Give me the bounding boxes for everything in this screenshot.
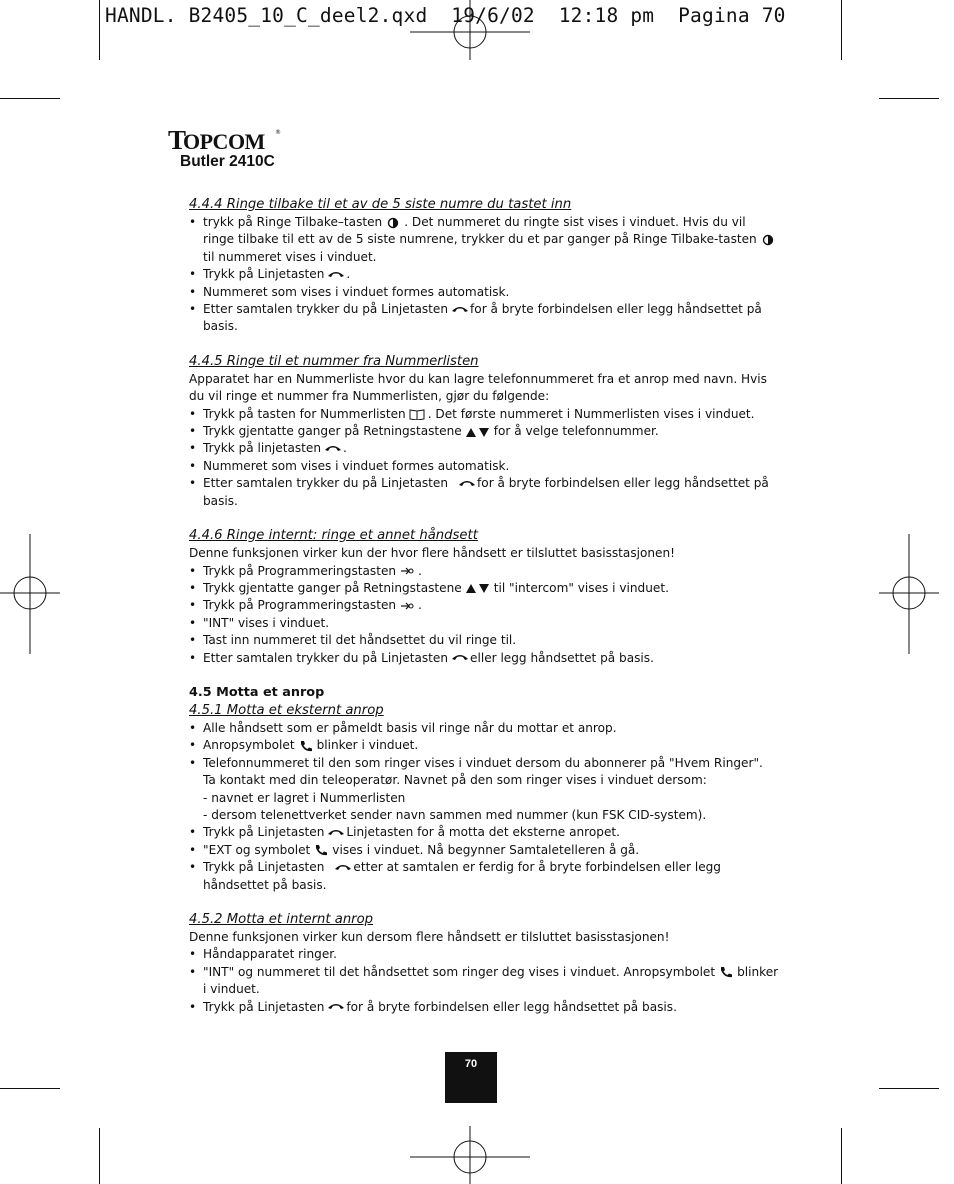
paragraph: Apparatet har en Nummerliste hvor du kan lagre telefonnummeret fra et anrop med navn. Hvis du vil ringe et nummer fra Nummerlisten, gjør du følgende: xyxy=(189,371,767,404)
topcom-logo xyxy=(168,126,282,152)
section-title-45: 4.5 Motta et anrop xyxy=(189,684,325,700)
list-445 xyxy=(189,406,779,510)
list-item: • Trykk gjentatte ganger på Retningstastene for å velge telefonnummer. xyxy=(189,423,779,440)
model-name: Butler 2410C xyxy=(180,153,275,170)
crop-mark xyxy=(0,98,60,99)
list-item: • "INT" og nummeret til det håndsettet som ringer deg vises i vinduet. Anropsymbolet blinker i vinduet. xyxy=(189,964,779,999)
crop-mark xyxy=(0,1088,60,1089)
redial-icon xyxy=(760,234,776,246)
list-item: • "EXT og symbolet vises i vinduet. Nå begynner Samtaletelleren å gå. xyxy=(189,842,779,859)
list-452 xyxy=(189,946,779,1016)
file-header: HANDL. B2405_10_C_deel2.qxd 19/6/02 12:18 pm Pagina 70 xyxy=(105,4,786,27)
sub-item: - dersom telenettverket sender navn sammen med nummer (kun FSK CID-system). xyxy=(203,807,707,822)
sub-item: - navnet er lagret i Nummerlisten xyxy=(203,790,406,805)
line-key-icon xyxy=(334,862,350,874)
section-heading-444: 4.4.4 Ringe tilbake til et av de 5 siste numre du tastet inn xyxy=(189,197,572,212)
crop-mark xyxy=(99,1128,100,1184)
list-item: • Tast inn nummeret til det håndsettet du vil ringe til. xyxy=(189,632,779,649)
list-item: • Trykk gjentatte ganger på Retningstastene til "intercom" vises i vinduet. xyxy=(189,580,779,597)
section-heading-446: 4.4.6 Ringe internt: ringe et annet håndsett xyxy=(189,528,478,544)
call-symbol-icon xyxy=(718,966,734,978)
list-item: • Håndapparatet ringer. xyxy=(189,946,779,963)
list-451 xyxy=(189,720,779,894)
redial-icon xyxy=(385,217,401,229)
phonebook-icon xyxy=(409,408,425,420)
svg-text:®: ® xyxy=(275,129,281,136)
manual-content xyxy=(189,196,779,1016)
line-key-icon xyxy=(327,827,343,839)
section-heading-452: 4.5.2 Motta et internt anrop xyxy=(189,912,374,927)
list-item: • Telefonnummeret til den som ringer vises i vinduet dersom du abonnerer på "Hvem Ringer". Ta kontakt med din teleoperatør. Navnet på den som ringer vises i vinduet dersom: - navnet er lagret i Nummerlisten - dersom telenettverket sender navn sammen med nummer (kun FSK CID-system). xyxy=(189,755,779,825)
list-item: • Nummeret som vises i vinduet formes automatisk. xyxy=(189,458,779,475)
crop-mark xyxy=(879,1088,939,1089)
call-symbol-icon xyxy=(298,740,314,752)
paragraph: Denne funksjonen virker kun der hvor flere håndsett er tilsluttet basisstasjonen! xyxy=(189,546,675,561)
registration-mark-left xyxy=(0,534,60,654)
list-item: • Etter samtalen trykker du på Linjetasten for å bryte forbindelsen eller legg håndsettet på basis. xyxy=(189,301,779,336)
list-item: • Trykk på Linjetasten for å bryte forbindelsen eller legg håndsettet på basis. xyxy=(189,999,779,1016)
crop-mark xyxy=(99,0,100,60)
list-item: • "INT" vises i vinduet. xyxy=(189,615,779,632)
crop-mark xyxy=(841,0,842,60)
list-item: • Anropsymbolet blinker i vinduet. xyxy=(189,737,779,754)
registration-mark-bottom xyxy=(410,1126,530,1184)
line-key-icon xyxy=(458,478,474,490)
call-symbol-icon xyxy=(313,844,329,856)
list-item: • Trykk på Linjetasten Linjetasten for å motta det eksterne anropet. xyxy=(189,824,779,841)
line-key-icon xyxy=(451,652,467,664)
line-key-icon xyxy=(327,269,343,281)
up-down-arrows-icon xyxy=(465,426,491,438)
list-item: • Nummeret som vises i vinduet formes automatisk. xyxy=(189,284,779,301)
section-heading-451: 4.5.1 Motta et eksternt anrop xyxy=(189,702,384,718)
section-heading-445: 4.4.5 Ringe til et nummer fra Nummerlisten xyxy=(189,353,479,369)
list-item: • Trykk på tasten for Nummerlisten . Det første nummeret i Nummerlisten vises i vinduet. xyxy=(189,406,779,423)
line-key-icon xyxy=(324,443,340,455)
up-down-arrows-icon xyxy=(465,582,491,594)
line-key-icon xyxy=(451,304,467,316)
svg-text:OPCOM: OPCOM xyxy=(183,129,265,152)
page-number: 70 xyxy=(445,1052,497,1103)
registration-mark-right xyxy=(879,534,939,654)
list-item: • Trykk på Programmeringstasten . xyxy=(189,597,779,614)
program-key-icon xyxy=(399,565,415,577)
list-item: • Etter samtalen trykker du på Linjetasten for å bryte forbindelsen eller legg håndsettet på basis. xyxy=(189,475,779,510)
list-item: • Etter samtalen trykker du på Linjetasten eller legg håndsettet på basis. xyxy=(189,650,779,667)
crop-mark xyxy=(879,98,939,99)
svg-text:T: T xyxy=(168,126,186,152)
crop-mark xyxy=(841,1128,842,1184)
list-item: • Alle håndsett som er påmeldt basis vil ringe når du mottar et anrop. xyxy=(189,720,779,737)
list-444 xyxy=(189,214,779,336)
list-item: • trykk på Ringe Tilbake–tasten . Det nummeret du ringte sist vises i vinduet. Hvis du vil ringe tilbake til ett av de 5 siste numrene, trykker du et par ganger på Ringe Tilbake-tasten til nummeret vises i vinduet. xyxy=(189,214,779,266)
list-item: • Trykk på Linjetasten . xyxy=(189,266,779,283)
list-item: • Trykk på linjetasten . xyxy=(189,440,779,457)
list-item: • Trykk på Programmeringstasten . xyxy=(189,563,779,580)
list-446 xyxy=(189,563,779,667)
line-key-icon xyxy=(327,1001,343,1013)
paragraph: Denne funksjonen virker kun dersom flere håndsett er tilsluttet basisstasjonen! xyxy=(189,930,670,944)
list-item: • Trykk på Linjetasten etter at samtalen er ferdig for å bryte forbindelsen eller legg håndsettet på basis. xyxy=(189,859,779,894)
program-key-icon xyxy=(399,600,415,612)
